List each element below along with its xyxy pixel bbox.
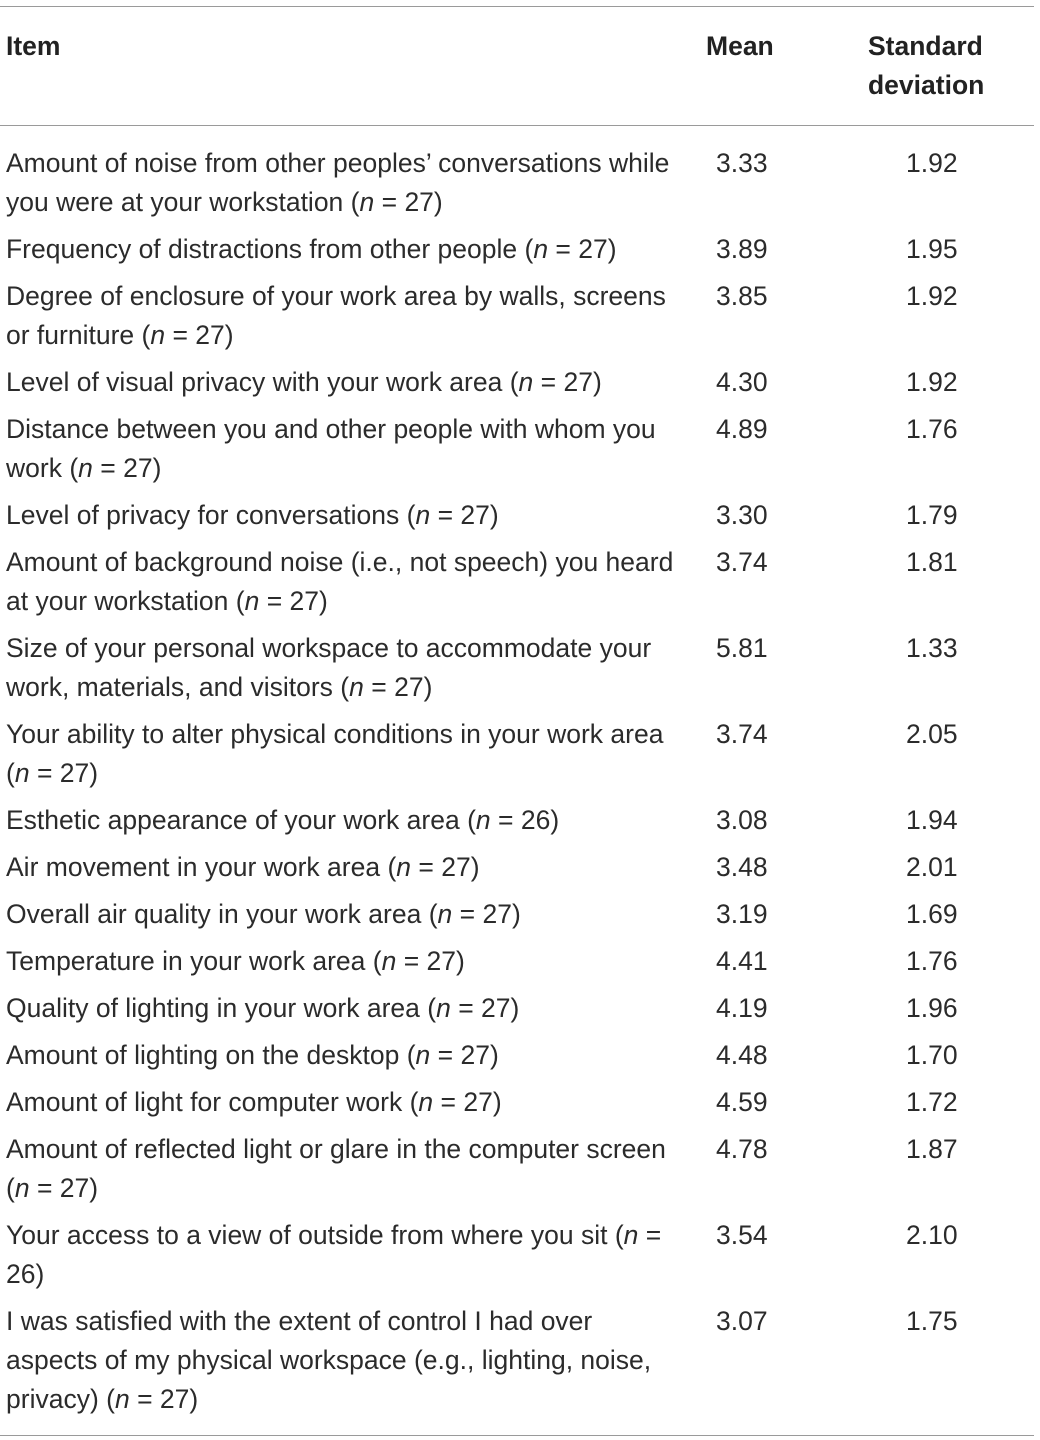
- table-row: [0, 1212, 1034, 1298]
- item-label: Size of your personal workspace to accommodate your work, materials, and visitors: [6, 633, 652, 702]
- item-label: Your access to a view of outside from where you sit: [6, 1220, 608, 1250]
- cell-item: Your ability to alter physical conditions in your work area (n = 27): [6, 719, 664, 788]
- sample-size: 27: [463, 1087, 493, 1117]
- table-row: [0, 226, 1034, 273]
- cell-mean: 4.78: [716, 1134, 768, 1164]
- item-label: Esthetic appearance of your work area: [6, 805, 460, 835]
- table-row: [0, 711, 1034, 797]
- sample-size: 27: [159, 1384, 190, 1414]
- header-mean: Mean: [706, 31, 774, 61]
- cell-standard-deviation: 1.69: [906, 899, 958, 929]
- cell-standard-deviation: 1.92: [906, 367, 958, 397]
- cell-standard-deviation: 1.87: [906, 1134, 958, 1164]
- cell-item: Amount of noise from other peoples’ conversations while you were at your workstation (n = 27): [6, 148, 670, 217]
- cell-standard-deviation: 1.92: [906, 281, 958, 311]
- header-row: [0, 7, 1034, 126]
- cell-standard-deviation: 2.10: [906, 1220, 958, 1250]
- sample-size: 26: [520, 805, 551, 835]
- cell-item: Temperature in your work area (n = 27): [6, 946, 465, 976]
- cell-mean: 3.74: [716, 719, 768, 749]
- item-label: Level of privacy for conversations: [6, 500, 400, 530]
- cell-mean: 3.85: [716, 281, 768, 311]
- cell-standard-deviation: 1.76: [906, 414, 958, 444]
- table-header: [0, 7, 1034, 126]
- workspace-satisfaction-table: [0, 6, 1034, 1436]
- table-row: [0, 539, 1034, 625]
- sample-size: 27: [123, 453, 153, 483]
- table-row: [0, 797, 1034, 844]
- cell-mean: 4.41: [716, 946, 768, 976]
- cell-mean: 4.59: [716, 1087, 768, 1117]
- cell-standard-deviation: 1.81: [906, 547, 958, 577]
- cell-item: Quality of lighting in your work area (n = 27): [6, 993, 520, 1023]
- cell-mean: 5.81: [716, 633, 768, 663]
- table-row: [0, 1298, 1034, 1436]
- cell-item: Esthetic appearance of your work area (n = 26): [6, 805, 560, 835]
- cell-mean: 3.89: [716, 234, 768, 264]
- table-row: [0, 273, 1034, 359]
- cell-mean: 4.48: [716, 1040, 768, 1070]
- table-row: [0, 1079, 1034, 1126]
- cell-item: Overall air quality in your work area (n = 27): [6, 899, 521, 929]
- table-row: [0, 844, 1034, 891]
- item-label: Amount of reflected light or glare in the computer screen: [6, 1134, 666, 1164]
- cell-mean: 3.48: [716, 852, 768, 882]
- item-label: Amount of noise from other peoples’ conversations while you were at your workstation: [6, 148, 670, 217]
- cell-item: Distance between you and other people with whom you work (n = 27): [6, 414, 656, 483]
- item-label: Quality of lighting in your work area: [6, 993, 420, 1023]
- cell-standard-deviation: 1.75: [906, 1306, 958, 1336]
- cell-item: I was satisfied with the extent of control I had over aspects of my physical workspace (e.g., lighting, noise, privacy) (n = 27): [6, 1306, 652, 1414]
- table-row: [0, 938, 1034, 985]
- cell-item: Amount of background noise (i.e., not speech) you heard at your workstation (n = 27): [6, 547, 674, 616]
- cell-item: Amount of reflected light or glare in the computer screen (n = 27): [6, 1134, 666, 1203]
- data-table-container: [0, 6, 1034, 1436]
- cell-standard-deviation: 1.79: [906, 500, 958, 530]
- sample-size: 27: [482, 899, 512, 929]
- cell-item: Air movement in your work area (n = 27): [6, 852, 480, 882]
- cell-item: Size of your personal workspace to accommodate your work, materials, and visitors (n = 27): [6, 633, 652, 702]
- cell-standard-deviation: 1.76: [906, 946, 958, 976]
- header-item: Item: [6, 31, 61, 61]
- sample-size: 27: [460, 1040, 490, 1070]
- table-row: [0, 406, 1034, 492]
- cell-item: Amount of light for computer work (n = 27): [6, 1087, 502, 1117]
- cell-standard-deviation: 1.33: [906, 633, 958, 663]
- sample-size: 27: [404, 187, 434, 217]
- cell-item: Level of privacy for conversations (n = 27): [6, 500, 499, 530]
- table-row: [0, 492, 1034, 539]
- sample-size: 27: [289, 586, 320, 616]
- cell-mean: 4.89: [716, 414, 768, 444]
- item-label: Degree of enclosure of your work area by walls, screens or furniture: [6, 281, 666, 350]
- cell-item: Degree of enclosure of your work area by walls, screens or furniture (n = 27): [6, 281, 666, 350]
- item-label: Amount of light for computer work: [6, 1087, 403, 1117]
- table-row: [0, 1032, 1034, 1079]
- sample-size: 27: [59, 758, 90, 788]
- item-label: Amount of background noise (i.e., not speech) you heard at your workstation: [6, 547, 674, 616]
- cell-standard-deviation: 1.95: [906, 234, 958, 264]
- cell-mean: 3.19: [716, 899, 768, 929]
- cell-standard-deviation: 1.92: [906, 148, 958, 178]
- cell-mean: 3.74: [716, 547, 768, 577]
- cell-mean: 3.33: [716, 148, 768, 178]
- table-row: [0, 1126, 1034, 1212]
- sample-size: 27: [481, 993, 511, 1023]
- cell-standard-deviation: 1.70: [906, 1040, 958, 1070]
- sample-size: 27: [441, 852, 471, 882]
- item-label: Air movement in your work area: [6, 852, 381, 882]
- cell-item: Amount of lighting on the desktop (n = 27): [6, 1040, 499, 1070]
- cell-standard-deviation: 1.94: [906, 805, 958, 835]
- item-label: Amount of lighting on the desktop: [6, 1040, 400, 1070]
- item-label: Overall air quality in your work area: [6, 899, 422, 929]
- item-label: Frequency of distractions from other people: [6, 234, 518, 264]
- item-label: Temperature in your work area: [6, 946, 366, 976]
- cell-item: Frequency of distractions from other people (n = 27): [6, 234, 617, 264]
- cell-mean: 3.08: [716, 805, 768, 835]
- sample-size: 27: [426, 946, 457, 976]
- cell-standard-deviation: 1.72: [906, 1087, 958, 1117]
- cell-mean: 3.07: [716, 1306, 768, 1336]
- cell-mean: 3.54: [716, 1220, 768, 1250]
- table-body: [0, 126, 1034, 1436]
- cell-standard-deviation: 2.01: [906, 852, 958, 882]
- table-row: [0, 985, 1034, 1032]
- item-label: I was satisfied with the extent of control I had over aspects of my physical workspace (e.g., lighting, noise, privacy): [6, 1306, 652, 1414]
- item-label: Your ability to alter physical conditions in your work area: [6, 719, 664, 749]
- table-row: [0, 891, 1034, 938]
- cell-mean: 4.30: [716, 367, 768, 397]
- table-row: [0, 359, 1034, 406]
- sample-size: 27: [394, 672, 424, 702]
- sample-size: 27: [578, 234, 608, 264]
- table-row: [0, 625, 1034, 711]
- header-standard-deviation: Standard deviation: [868, 31, 985, 100]
- sample-size: 26: [6, 1259, 36, 1289]
- cell-standard-deviation: 1.96: [906, 993, 958, 1023]
- sample-size: 27: [460, 500, 490, 530]
- cell-item: Level of visual privacy with your work area (n = 27): [6, 367, 602, 397]
- item-label: Distance between you and other people with whom you work: [6, 414, 656, 483]
- sample-size: 27: [195, 320, 225, 350]
- cell-item: Your access to a view of outside from where you sit (n = 26): [6, 1220, 662, 1289]
- cell-mean: 3.30: [716, 500, 768, 530]
- sample-size: 27: [563, 367, 593, 397]
- cell-standard-deviation: 2.05: [906, 719, 958, 749]
- item-label: Level of visual privacy with your work area: [6, 367, 503, 397]
- table-row: [0, 126, 1034, 227]
- cell-mean: 4.19: [716, 993, 768, 1023]
- sample-size: 27: [59, 1173, 90, 1203]
